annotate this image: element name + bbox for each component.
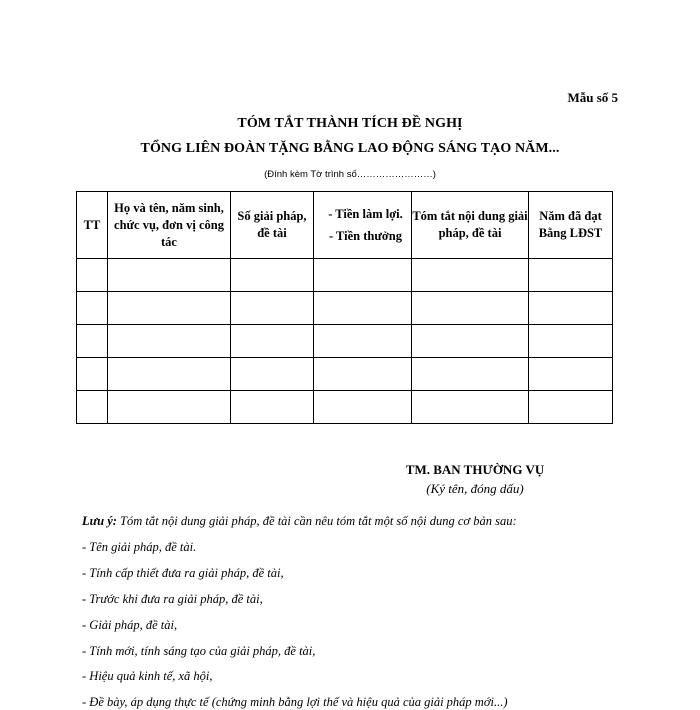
note-item: - Hiệu quả kinh tế, xã hội, — [82, 669, 213, 683]
achievement-table — [76, 191, 613, 424]
table-cell — [231, 292, 314, 325]
table-cell — [314, 391, 412, 424]
header-year: Năm đã đạt Bằng LĐST — [529, 192, 613, 259]
table-cell — [529, 292, 613, 325]
document-subtitle: TỔNG LIÊN ĐOÀN TẶNG BẰNG LAO ĐỘNG SÁNG TẠO NĂM... — [140, 141, 560, 156]
table-row — [77, 259, 613, 292]
note-item: - Tên giải pháp, đề tài. — [82, 540, 197, 554]
table-cell — [77, 358, 108, 391]
table-cell — [529, 391, 613, 424]
note-intro: Tóm tắt nội dung giải pháp, đề tài cần nêu tóm tắt một số nội dung cơ bản sau: — [120, 514, 517, 528]
form-number: Mẫu số 5 — [567, 90, 618, 105]
table-header-row — [77, 192, 613, 259]
header-tt: TT — [77, 192, 108, 259]
table-cell — [412, 358, 529, 391]
table-cell — [529, 358, 613, 391]
note-item: - Giải pháp, đề tài, — [82, 618, 178, 632]
table-cell — [77, 391, 108, 424]
table-row — [77, 292, 613, 325]
note-heading — [82, 514, 517, 529]
note-item: - Đề bày, áp dụng thực tế (chứng minh bằng lợi thế và hiệu quả của giải pháp mới...) — [82, 695, 508, 709]
header-summary: Tóm tắt nội dung giải pháp, đề tài — [412, 192, 529, 259]
table-cell — [314, 358, 412, 391]
table-cell — [231, 358, 314, 391]
table-cell — [108, 292, 231, 325]
table-cell — [108, 325, 231, 358]
table-cell — [314, 259, 412, 292]
table-cell — [529, 325, 613, 358]
signature-note: (Ký tên, đóng dấu) — [426, 481, 524, 496]
table-cell — [412, 292, 529, 325]
table-cell — [412, 325, 529, 358]
table-cell — [314, 292, 412, 325]
table-row — [77, 391, 613, 424]
table-cell — [77, 259, 108, 292]
attachment-note: (Đính kèm Tờ trình số……………………) — [264, 169, 436, 180]
table-cell — [412, 259, 529, 292]
header-name: Họ và tên, năm sinh, chức vụ, đơn vị công tác — [108, 192, 231, 259]
representative-title: TM. BAN THƯỜNG VỤ — [405, 462, 545, 477]
table-row — [77, 325, 613, 358]
table-cell — [231, 259, 314, 292]
header-profit: - Tiền làm lợi. — [328, 207, 403, 221]
note-item: - Tính mới, tính sáng tạo của giải pháp, đề tài, — [82, 644, 316, 658]
table-cell — [77, 325, 108, 358]
note-label: Lưu ý: — [82, 514, 117, 528]
document-title: TÓM TẮT THÀNH TÍCH ĐỀ NGHỊ — [237, 116, 463, 131]
table-cell — [108, 391, 231, 424]
table-cell — [314, 325, 412, 358]
header-bonus: - Tiền thưởng — [328, 229, 402, 243]
note-item: - Trước khi đưa ra giải pháp, đề tài, — [82, 592, 263, 606]
table-cell — [529, 259, 613, 292]
table-body — [77, 259, 613, 424]
table-cell — [77, 292, 108, 325]
header-solution-number: Số giải pháp, đề tài — [231, 192, 314, 259]
table-cell — [108, 358, 231, 391]
table-cell — [108, 259, 231, 292]
table-row — [77, 358, 613, 391]
note-item: - Tính cấp thiết đưa ra giải pháp, đề tài, — [82, 566, 284, 580]
table-cell — [412, 391, 529, 424]
table-cell — [231, 391, 314, 424]
table-cell — [231, 325, 314, 358]
header-profit-bonus — [314, 192, 412, 259]
